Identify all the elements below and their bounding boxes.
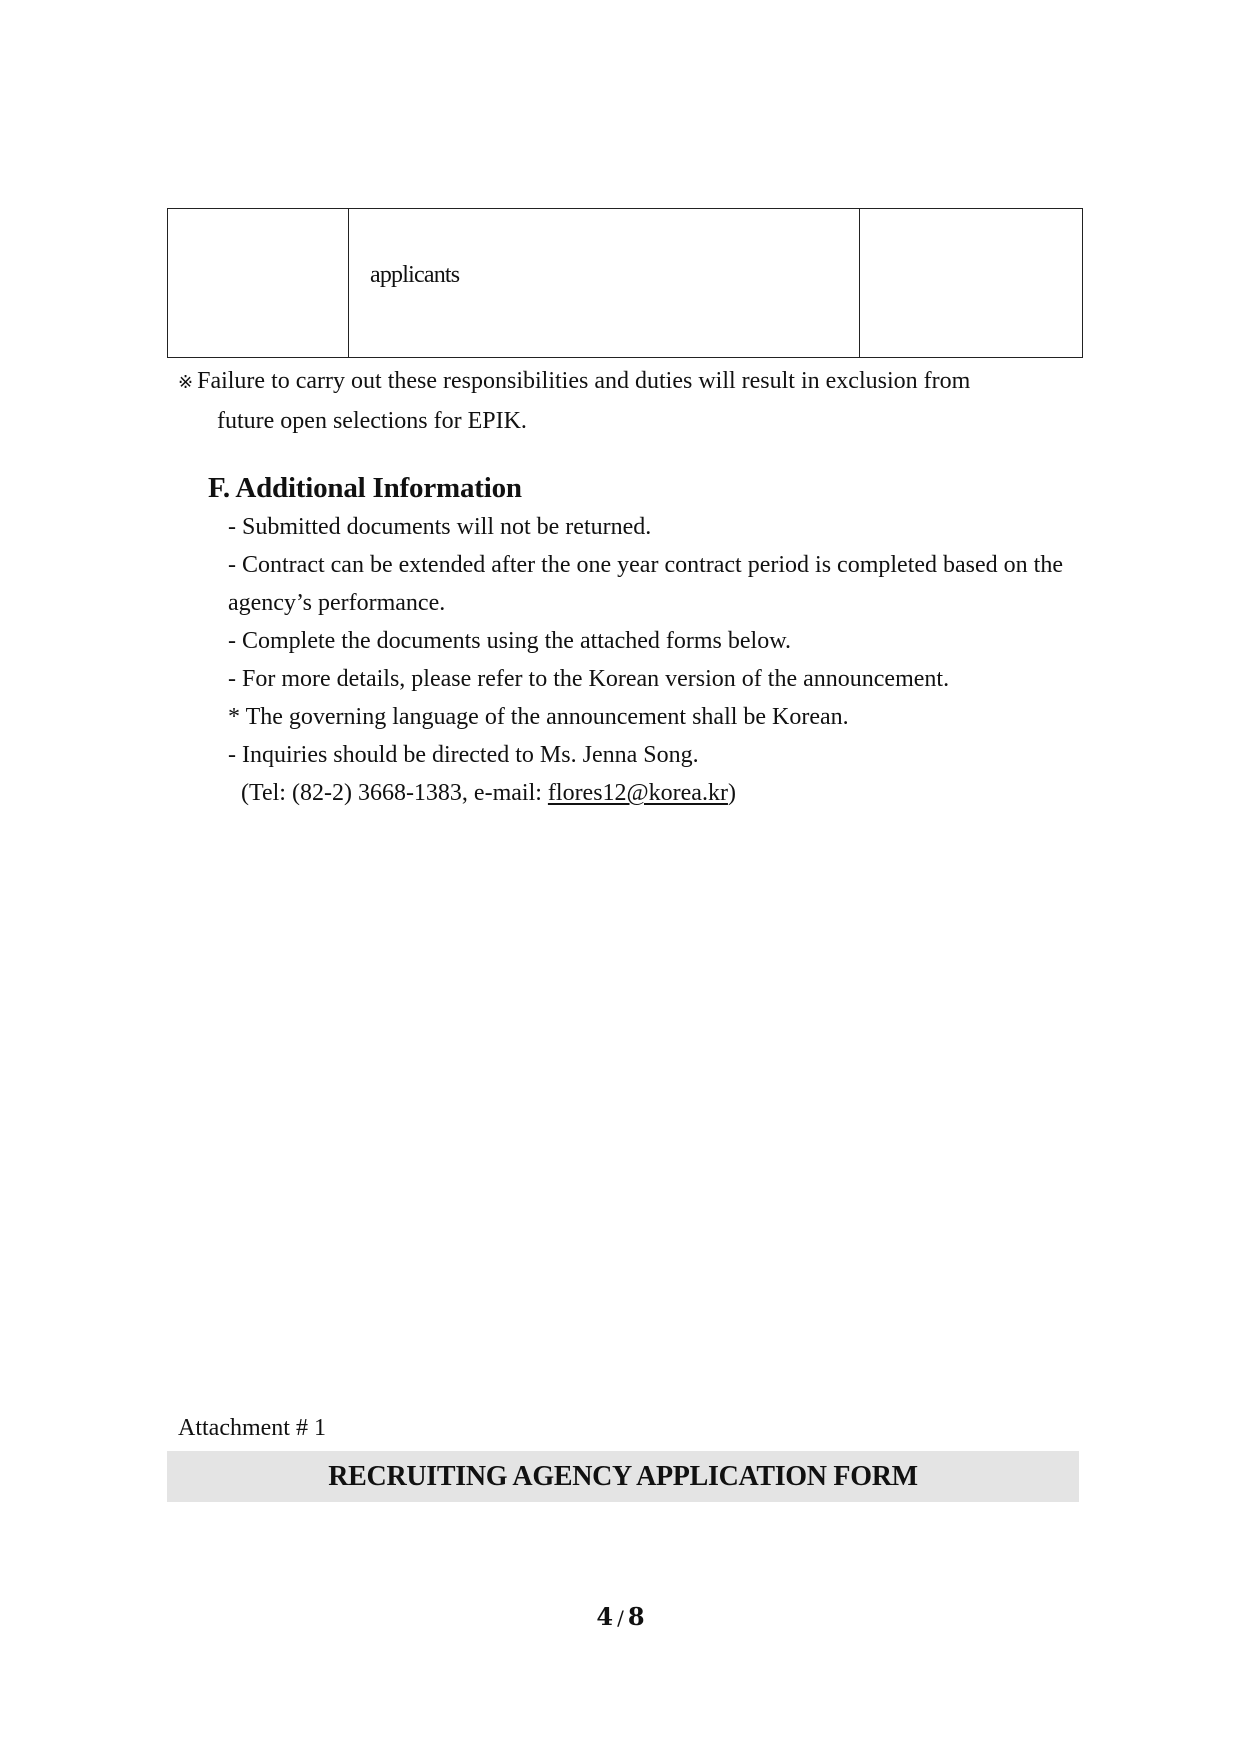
table-cell-right: [860, 209, 1083, 358]
list-item: - Inquiries should be directed to Ms. Jenna Song.: [228, 742, 699, 768]
list-item: - Complete the documents using the attached forms below.: [228, 628, 791, 654]
table-cell-middle: [349, 209, 860, 358]
page-current: 4: [596, 1602, 614, 1631]
reference-mark-icon: ※: [178, 372, 194, 393]
table-cell-left: [168, 209, 349, 358]
list-item: - Submitted documents will not be returned.: [228, 514, 652, 540]
page-number: [0, 1602, 1241, 1631]
list-item: - For more details, please refer to the Korean version of the announcement.: [228, 666, 950, 692]
list-item: * The governing language of the announcement shall be Korean.: [228, 704, 849, 730]
failure-notice: [178, 362, 1098, 440]
section-title: F. Additional Information: [208, 472, 522, 504]
email-link[interactable]: flores12@korea.kr: [547, 780, 728, 806]
notice-line-2: future open selections for EPIK.: [217, 408, 527, 434]
attachment-label: Attachment # 1: [178, 1415, 326, 1441]
additional-info-list: [228, 508, 1088, 812]
page-separator: /: [617, 1606, 624, 1630]
page-total: 8: [627, 1602, 645, 1631]
form-title-banner: [167, 1451, 1079, 1502]
continued-table: [167, 208, 1083, 358]
table-cell-text: applicants: [370, 261, 460, 288]
list-item: - Contract can be extended after the one year contract period is completed based on the agency’s performance.: [228, 552, 1063, 616]
contact-line: (Tel: (82-2) 3668-1383, e-mail: flores12@korea.kr): [241, 780, 736, 806]
form-title: RECRUITING AGENCY APPLICATION FORM: [328, 1460, 918, 1492]
table-row: [168, 209, 1083, 358]
notice-line-1: ※ Failure to carry out these responsibilities and duties will result in exclusion from: [178, 368, 971, 394]
